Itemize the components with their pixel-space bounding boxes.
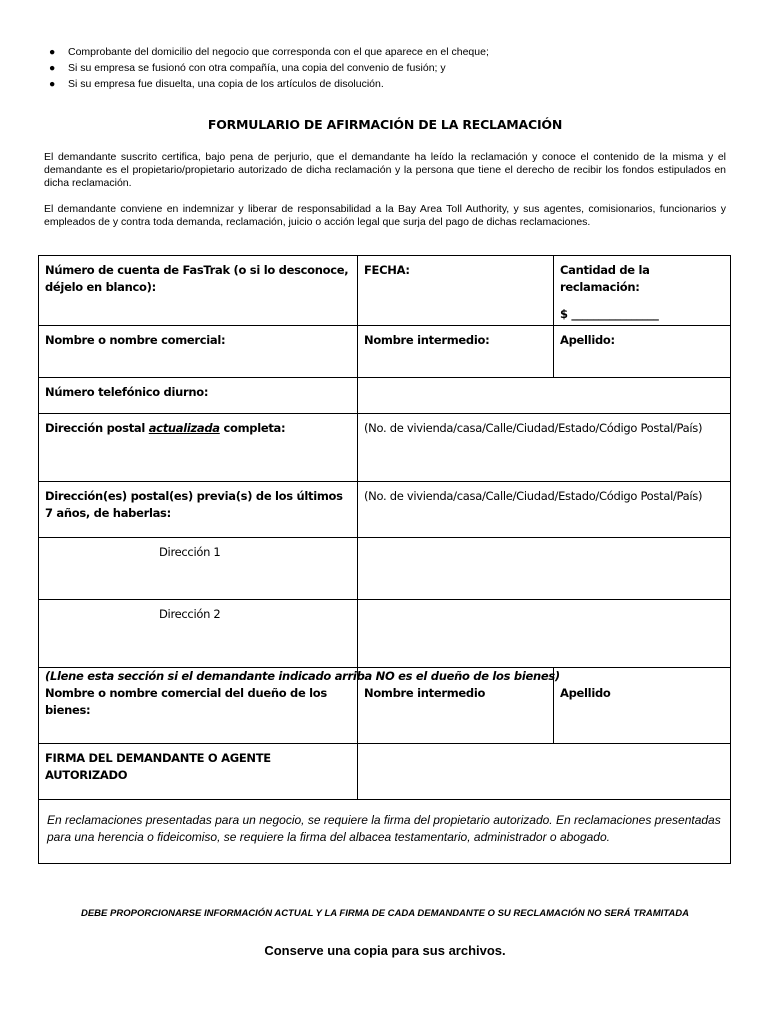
bullet-icon: ● [49, 62, 56, 74]
daytime-phone-field[interactable] [358, 378, 731, 414]
table-row [39, 326, 731, 378]
owner-middle-name-field[interactable]: Nombre intermedio [358, 668, 554, 744]
claim-amount-blank: $ ________________ [560, 307, 659, 321]
last-name-field[interactable]: Apellido: [554, 326, 731, 378]
required-documents-list [40, 44, 740, 92]
claim-amount-label: Cantidad de la reclamación: [560, 263, 650, 294]
bullet-icon: ● [49, 78, 56, 90]
closing-note: En reclamaciones presentadas para un negocio, se requiere la firma del propietario autorizado. En reclamaciones presentadas para una herencia o fideicomiso, se requiere la firma del albacea testamentario, administrador o abogado. [39, 800, 731, 864]
list-item: ● Comprobante del domicilio del negocio que corresponda con el que aparece en el cheque; [49, 46, 489, 58]
signature-label: FIRMA DEL DEMANDANTE O AGENTE AUTORIZADO [39, 744, 358, 800]
table-row [39, 482, 731, 538]
previous-address-field: (No. de vivienda/casa/Calle/Ciudad/Estado/Código Postal/País) [358, 482, 731, 538]
owner-section-note: (Llene esta sección si el demandante indicado arriba NO es el dueño de los bienes) [45, 669, 560, 683]
current-emphasis: actualizada [148, 421, 220, 435]
current-address-field[interactable]: (No. de vivienda/casa/Calle/Ciudad/Estado/Código Postal/País) [358, 414, 731, 482]
list-item: ● Si su empresa fue disuelta, una copia de los artículos de disolución. [49, 78, 384, 90]
name-field[interactable]: Nombre o nombre comercial: [39, 326, 358, 378]
date-field[interactable]: FECHA: [358, 256, 554, 326]
table-row [39, 538, 731, 600]
claim-amount-field[interactable] [554, 256, 731, 326]
warning-notice: DEBE PROPORCIONARSE INFORMACIÓN ACTUAL Y LA FIRMA DE CADA DEMANDANTE O SU RECLAMACIÓN NO SERÁ TRAMITADA [80, 908, 689, 919]
indemnity-paragraph: El demandante conviene en indemnizar y liberar de responsabilidad a la Bay Area Toll Authority, y sus agentes, comisionarios, funcionarios y empleados de y contra toda demanda, reclamación, juicio o acción legal que surja del pago de dichas reclamaciones. [44, 203, 726, 228]
table-row [39, 256, 731, 326]
account-number-field[interactable]: Número de cuenta de FasTrak (o si lo desconoce, déjelo en blanco): [39, 256, 358, 326]
claim-form-table [38, 255, 731, 864]
certification-paragraph: El demandante suscrito certifica, bajo pena de perjurio, que el demandante ha leído la reclamación y conoce el contenido de la misma y el demandante es el propietario/propietario autorizado de dicha reclamación y la persona que tiene el derecho de recibir los fondos estipulados en dicha reclamación. [44, 151, 726, 189]
table-row [39, 600, 731, 668]
previous-address-label: Dirección(es) postal(es) previa(s) de los últimos 7 años, de haberlas: [39, 482, 358, 538]
keep-copy-note: Conserve una copia para sus archivos. [264, 943, 506, 958]
form-title: FORMULARIO DE AFIRMACIÓN DE LA RECLAMACIÓN [207, 117, 563, 132]
bullet-icon: ● [49, 46, 56, 58]
owner-name-label: Nombre o nombre comercial del dueño de los bienes: [45, 686, 327, 717]
middle-name-field[interactable]: Nombre intermedio: [358, 326, 554, 378]
address-1-label: Dirección 1 [39, 538, 358, 600]
address-2-field[interactable] [358, 600, 731, 668]
table-row [39, 800, 731, 864]
address-2-label: Dirección 2 [39, 600, 358, 668]
list-item: ● Si su empresa se fusionó con otra compañía, una copia del convenio de fusión; y [49, 62, 446, 74]
daytime-phone-label: Número telefónico diurno: [39, 378, 358, 414]
table-row [39, 744, 731, 800]
address-1-field[interactable] [358, 538, 731, 600]
table-row [39, 668, 731, 744]
owner-last-name-field[interactable]: Apellido [554, 668, 731, 744]
table-row [39, 378, 731, 414]
current-address-label: Dirección postal actualizada completa: [39, 414, 358, 482]
table-row [39, 414, 731, 482]
signature-field[interactable] [358, 744, 731, 800]
